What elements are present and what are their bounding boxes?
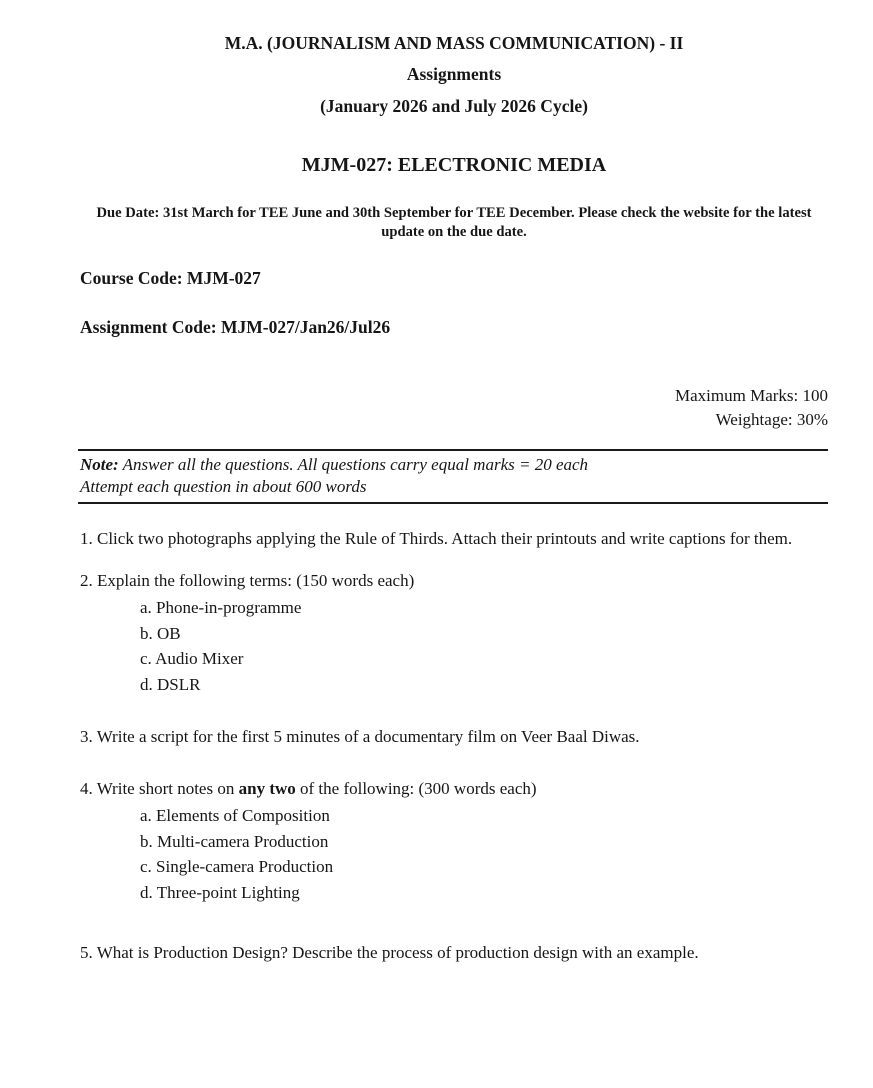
note-text: Answer all the questions. All questions carry equal marks = 20 each bbox=[118, 455, 589, 475]
list-item: a. Elements of Composition bbox=[140, 806, 330, 826]
due-date-note: Due Date: 31st March for TEE June and 30th September for TEE December. Please check the website for the latest update on the due date. bbox=[96, 205, 812, 241]
list-item: c. Single-camera Production bbox=[140, 857, 334, 877]
list-item: b. Multi-camera Production bbox=[140, 831, 329, 851]
question-4-emphasis: any two bbox=[238, 779, 296, 799]
cycle-heading: (January 2026 and July 2026 Cycle) bbox=[320, 95, 588, 116]
question-3: 3. Write a script for the first 5 minutes of a documentary film on Veer Baal Diwas. bbox=[80, 727, 640, 747]
note-label: Note: bbox=[80, 455, 119, 475]
question-4-subitems bbox=[140, 803, 828, 905]
question-5: 5. What is Production Design? Describe the process of production design with an example. bbox=[80, 943, 699, 963]
list-item: b. OB bbox=[140, 623, 181, 643]
note-box bbox=[78, 449, 828, 504]
marks-block bbox=[80, 384, 828, 432]
assignments-heading: Assignments bbox=[406, 64, 502, 85]
maximum-marks: Maximum Marks: 100 bbox=[675, 386, 828, 406]
question-2: 2. Explain the following terms: (150 words each) bbox=[80, 571, 415, 591]
programme-title: M.A. (JOURNALISM AND MASS COMMUNICATION) - II bbox=[224, 33, 684, 53]
list-item: d. DSLR bbox=[140, 674, 201, 694]
assignment-code: Assignment Code: MJM-027/Jan26/Jul26 bbox=[80, 317, 391, 338]
list-item: c. Audio Mixer bbox=[140, 649, 244, 669]
question-4-prefix: 4. Write short notes on bbox=[80, 779, 239, 799]
weightage: Weightage: 30% bbox=[715, 410, 828, 430]
question-2-subitems bbox=[140, 595, 828, 697]
question-4-suffix: of the following: (300 words each) bbox=[295, 779, 537, 799]
question-4 bbox=[80, 775, 828, 803]
note-line-2: Attempt each question in about 600 words bbox=[80, 477, 367, 497]
course-code: Course Code: MJM-027 bbox=[80, 268, 261, 289]
question-list bbox=[80, 525, 828, 967]
note-line-1 bbox=[80, 454, 828, 476]
question-1: 1. Click two photographs applying the Rule of Thirds. Attach their printouts and write captions for them. bbox=[80, 529, 793, 549]
list-item: d. Three-point Lighting bbox=[140, 882, 300, 902]
list-item: a. Phone-in-programme bbox=[140, 598, 302, 618]
course-title: MJM-027: ELECTRONIC MEDIA bbox=[301, 154, 607, 177]
document-header bbox=[80, 34, 828, 115]
